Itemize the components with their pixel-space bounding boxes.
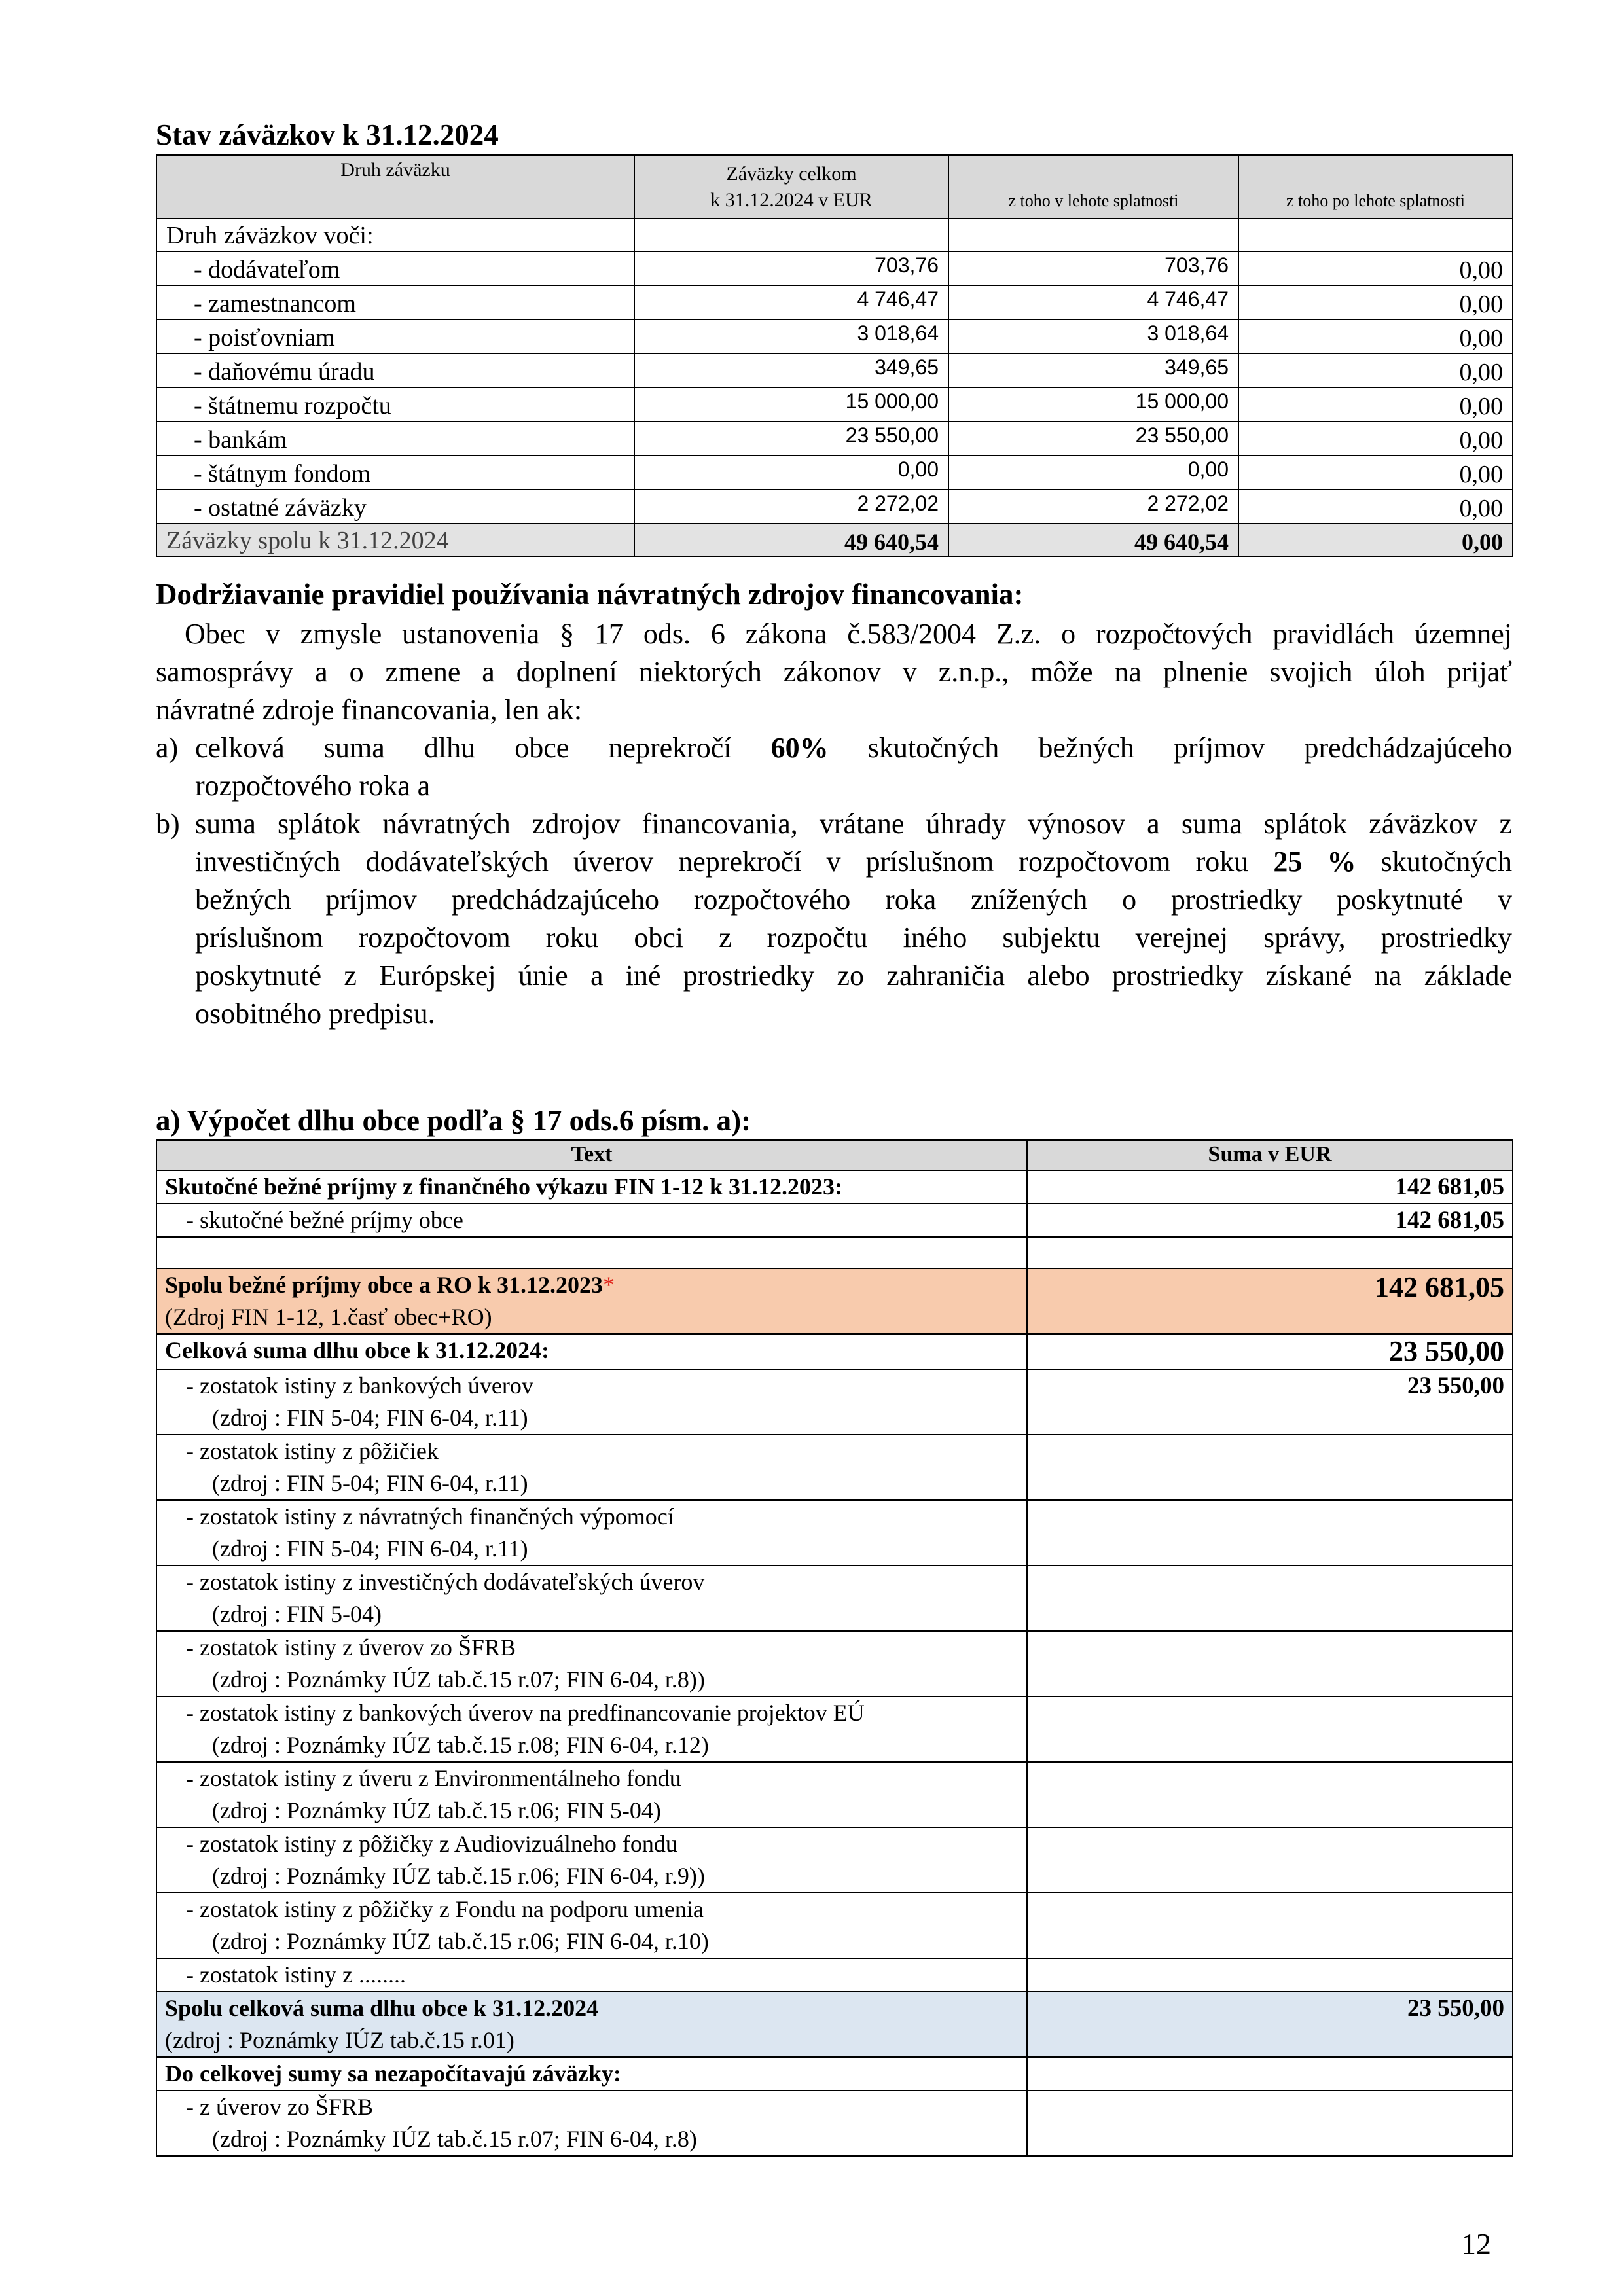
list-item-a — [156, 729, 1512, 805]
total-overdue: 0,00 — [1238, 524, 1513, 556]
total-in-term: 49 640,54 — [948, 524, 1238, 556]
debt-total-l2: (zdroj : Poznámky IÚZ tab.č.15 r.01) — [165, 2027, 514, 2053]
cell-overdue: 0,00 — [1238, 456, 1513, 490]
debt-total-l1: Spolu celková suma dlhu obce k 31.12.2024 — [165, 1995, 599, 2021]
text-fragment: celková suma dlhu obce neprekročí — [195, 732, 732, 764]
cell-total: 349,65 — [634, 353, 948, 387]
liabilities-table — [156, 154, 1513, 557]
total-income-value: 142 681,05 — [1027, 1268, 1513, 1334]
debt-item-value — [1027, 1566, 1513, 1631]
row-label: - zamestnancom — [156, 285, 634, 319]
table-row — [156, 1762, 1513, 1827]
table-row — [156, 219, 1513, 251]
debt-item-value — [1027, 1696, 1513, 1762]
debt-item — [156, 1500, 1027, 1566]
col-header-total — [634, 155, 948, 219]
list-item-b-line4: príslušnom rozpočtovom roku obci z rozpočtu iného subjektu verejnej správy, prostriedky — [195, 922, 1512, 954]
table-row — [156, 251, 1513, 285]
table-row — [156, 422, 1513, 456]
col-header-overdue: z toho po lehote splatnosti — [1238, 155, 1513, 219]
table-row — [156, 2090, 1513, 2156]
debt-item-l2: (zdroj : Poznámky IÚZ tab.č.15 r.06; FIN 5-04) — [212, 1797, 661, 1823]
section2-title: Dodržiavanie pravidiel používania návratných zdrojov financovania: — [156, 578, 1024, 611]
debt-item-l1: - zostatok istiny z investičných dodávateľských úverov — [186, 1569, 705, 1595]
total-income-cell — [156, 1268, 1027, 1334]
empty-cell — [1027, 2090, 1513, 2156]
debt-item-value — [1027, 1500, 1513, 1566]
table-row — [156, 319, 1513, 353]
total-income-l2: (Zdroj FIN 1-12, 1.časť obec+RO) — [165, 1304, 492, 1330]
debt-item-l2: (zdroj : Poznámky IÚZ tab.č.15 r.06; FIN 6-04, r.10) — [212, 1928, 709, 1954]
table-row — [156, 1334, 1513, 1369]
table-row — [156, 1369, 1513, 1435]
cell-overdue: 0,00 — [1238, 319, 1513, 353]
cell-overdue: 0,00 — [1238, 251, 1513, 285]
total-label: Záväzky spolu k 31.12.2024 — [156, 524, 634, 556]
table-header-row — [156, 155, 1513, 219]
total-income-l1: Spolu bežné príjmy obce a RO k 31.12.2023 — [165, 1272, 604, 1298]
empty-cell — [156, 1237, 1027, 1268]
table-header-row — [156, 1140, 1513, 1170]
debt-item-value — [1027, 1631, 1513, 1696]
excluded-l2: (zdroj : Poznámky IÚZ tab.č.15 r.07; FIN 6-04, r.8) — [212, 2126, 697, 2152]
empty-cell — [1027, 1958, 1513, 1992]
cell-in-term: 349,65 — [948, 353, 1238, 387]
section1-title: Stav záväzkov k 31.12.2024 — [156, 118, 499, 151]
income-sub: - skutočné bežné príjmy obce — [156, 1204, 1027, 1237]
percent-60: 60% — [770, 732, 829, 764]
row-label: - poisťovniam — [156, 319, 634, 353]
debt-item-l2: (zdroj : FIN 5-04; FIN 6-04, r.11) — [212, 1470, 528, 1496]
cell-in-term: 0,00 — [948, 456, 1238, 490]
cell-total: 703,76 — [634, 251, 948, 285]
debt-item-value — [1027, 1893, 1513, 1958]
table-row — [156, 490, 1513, 524]
debt-item-l2: (zdroj : FIN 5-04; FIN 6-04, r.11) — [212, 1405, 528, 1431]
debt-item — [156, 1893, 1027, 1958]
table-row — [156, 1500, 1513, 1566]
debt-item-l1: - zostatok istiny z návratných finančných výpomocí — [186, 1503, 674, 1530]
table-row — [156, 1958, 1513, 1992]
list-item-b-line2 — [195, 843, 1512, 881]
debt-item-l2: (zdroj : Poznámky IÚZ tab.č.15 r.06; FIN 6-04, r.9)) — [212, 1863, 705, 1889]
debt-item-l1: - zostatok istiny z pôžičky z Fondu na podporu umenia — [186, 1896, 704, 1922]
col-header-in-term: z toho v lehote splatnosti — [948, 155, 1238, 219]
debt-value: 23 550,00 — [1027, 1334, 1513, 1369]
list-item-b — [156, 805, 1512, 1034]
row-label: - dodávateľom — [156, 251, 634, 285]
table-row — [156, 1566, 1513, 1631]
cell-total: 23 550,00 — [634, 422, 948, 456]
excluded-item — [156, 2090, 1027, 2156]
row-label: - ostatné záväzky — [156, 490, 634, 524]
table-row — [156, 1435, 1513, 1500]
income-value: 142 681,05 — [1027, 1170, 1513, 1204]
col-header-sum: Suma v EUR — [1027, 1140, 1513, 1170]
intro-line-2: samosprávy a o zmene a doplnení niektorých zákonov v z.n.p., môže na plnenie svojich úloh prijať — [156, 656, 1512, 688]
debt-item-l1: - zostatok istiny z bankových úverov — [186, 1372, 533, 1399]
empty-cell — [1027, 2057, 1513, 2090]
debt-item-l1: - zostatok istiny z úveru z Environmentálneho fondu — [186, 1765, 681, 1791]
col-header-total-l1: Záväzky celkom — [726, 162, 857, 185]
debt-item-value — [1027, 1435, 1513, 1500]
cell-overdue: 0,00 — [1238, 422, 1513, 456]
debt-item — [156, 1827, 1027, 1893]
debt-item — [156, 1631, 1027, 1696]
row-label: - štátnym fondom — [156, 456, 634, 490]
debt-item-l2: (zdroj : FIN 5-04) — [212, 1601, 382, 1627]
table-row — [156, 1631, 1513, 1696]
page-number: 12 — [1461, 2227, 1491, 2261]
debt-item — [156, 1435, 1027, 1500]
debt-item — [156, 1369, 1027, 1435]
col-header-total-l2: k 31.12.2024 v EUR — [710, 188, 873, 211]
intro-line-1: Obec v zmysle ustanovenia § 17 ods. 6 zákona č.583/2004 Z.z. o rozpočtových pravidlách územnej — [185, 618, 1512, 650]
list-item-a-line2: rozpočtového roka a — [195, 770, 431, 802]
cell-in-term: 15 000,00 — [948, 387, 1238, 422]
debt-title: Celková suma dlhu obce k 31.12.2024: — [156, 1334, 1027, 1369]
cell-total: 3 018,64 — [634, 319, 948, 353]
debt-item — [156, 1696, 1027, 1762]
list-item-b-line5: poskytnuté z Európskej únie a iné prostriedky zo zahraničia alebo prostriedky získané na základe — [195, 960, 1512, 992]
debt-item — [156, 1762, 1027, 1827]
debt-table — [156, 1139, 1513, 2157]
total-total: 49 640,54 — [634, 524, 948, 556]
col-header-text: Text — [156, 1140, 1027, 1170]
list-item-b-line6: osobitného predpisu. — [195, 997, 435, 1030]
group-label: Druh záväzkov voči: — [156, 219, 634, 251]
debt-item-l2: (zdroj : Poznámky IÚZ tab.č.15 r.08; FIN 6-04, r.12) — [212, 1732, 709, 1758]
row-label: - bankám — [156, 422, 634, 456]
text-fragment: skutočných — [1380, 846, 1513, 878]
empty-cell — [1027, 1237, 1513, 1268]
cell-in-term: 4 746,47 — [948, 285, 1238, 319]
cell-overdue: 0,00 — [1238, 285, 1513, 319]
cell-in-term: 703,76 — [948, 251, 1238, 285]
table-row — [156, 1827, 1513, 1893]
table-row — [156, 1237, 1513, 1268]
percent-25: 25 % — [1273, 846, 1356, 878]
table-row — [156, 1696, 1513, 1762]
income-title: Skutočné bežné príjmy z finančného výkazu FIN 1-12 k 31.12.2023: — [156, 1170, 1027, 1204]
excluded-l1: - z úverov zo ŠFRB — [186, 2094, 373, 2120]
table-row — [156, 456, 1513, 490]
debt-total-value: 23 550,00 — [1027, 1992, 1513, 2057]
cell-in-term: 2 272,02 — [948, 490, 1238, 524]
table-row — [156, 1992, 1513, 2057]
table-row — [156, 2057, 1513, 2090]
text-fragment: investičných dodávateľských úverov neprekročí v príslušnom rozpočtovom roku — [195, 846, 1249, 878]
text-fragment: skutočných bežných príjmov predchádzajúceho — [867, 732, 1513, 764]
table-row — [156, 1204, 1513, 1237]
debt-item-l1: - zostatok istiny z pôžičiek — [186, 1438, 439, 1464]
table-row — [156, 1170, 1513, 1204]
income-sub-value: 142 681,05 — [1027, 1204, 1513, 1237]
debt-item-l1: - zostatok istiny z pôžičky z Audiovizuálneho fondu — [186, 1831, 677, 1857]
list-item-b-line3: bežných príjmov predchádzajúceho rozpočtového roka znížených o prostriedky poskytnuté v — [195, 884, 1512, 916]
debt-item-other: - zostatok istiny z ........ — [156, 1958, 1027, 1992]
debt-total-cell — [156, 1992, 1027, 2057]
list-item-a-line1 — [195, 729, 1512, 767]
section3-title: a) Výpočet dlhu obce podľa § 17 ods.6 písm. a): — [156, 1104, 751, 1137]
list-item-b-line1: suma splátok návratných zdrojov financovania, vrátane úhrady výnosov a suma splátok záväzkov z — [195, 808, 1512, 840]
list-marker: a) — [156, 732, 179, 764]
debt-item-l2: (zdroj : Poznámky IÚZ tab.č.15 r.07; FIN 6-04, r.8)) — [212, 1666, 705, 1693]
list-marker: b) — [156, 808, 180, 840]
cell-total: 4 746,47 — [634, 285, 948, 319]
total-row — [156, 524, 1513, 556]
cell-in-term: 3 018,64 — [948, 319, 1238, 353]
col-header-type: Druh záväzku — [156, 155, 634, 219]
table-row — [156, 1268, 1513, 1334]
footnote-star: * — [603, 1272, 615, 1298]
cell-total: 15 000,00 — [634, 387, 948, 422]
row-label: - daňovému úradu — [156, 353, 634, 387]
table-row — [156, 285, 1513, 319]
debt-item-value: 23 550,00 — [1027, 1369, 1513, 1435]
excluded-title: Do celkovej sumy sa nezapočítavajú záväzky: — [156, 2057, 1027, 2090]
cell-overdue: 0,00 — [1238, 387, 1513, 422]
debt-item-l1: - zostatok istiny z úverov zo ŠFRB — [186, 1634, 516, 1660]
table-row — [156, 353, 1513, 387]
cell-overdue: 0,00 — [1238, 490, 1513, 524]
table-row — [156, 1893, 1513, 1958]
debt-item-value — [1027, 1762, 1513, 1827]
row-label: - štátnemu rozpočtu — [156, 387, 634, 422]
cell-total: 0,00 — [634, 456, 948, 490]
debt-item-l1: - zostatok istiny z bankových úverov na predfinancovanie projektov EÚ — [186, 1700, 865, 1726]
cell-in-term: 23 550,00 — [948, 422, 1238, 456]
debt-item-l2: (zdroj : FIN 5-04; FIN 6-04, r.11) — [212, 1535, 528, 1562]
cell-total: 2 272,02 — [634, 490, 948, 524]
debt-item — [156, 1566, 1027, 1631]
debt-item-value — [1027, 1827, 1513, 1893]
cell-overdue: 0,00 — [1238, 353, 1513, 387]
intro-line-3: návratné zdroje financovania, len ak: — [156, 694, 583, 726]
table-row — [156, 387, 1513, 422]
